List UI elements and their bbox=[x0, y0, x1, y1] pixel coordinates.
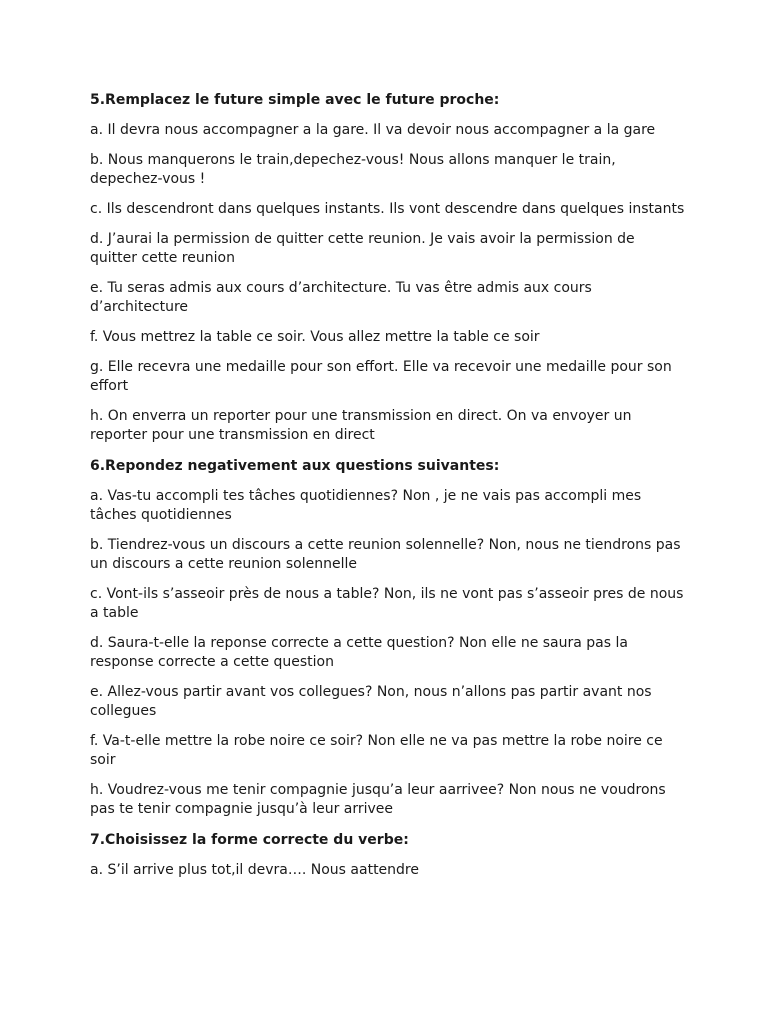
section-5-item-f: f. Vous mettrez la table ce soir. Vous allez mettre la table ce soir bbox=[90, 329, 540, 345]
section-5-item-e: e. Tu seras admis aux cours d’architecture. Tu vas être admis aux cours d’architecture bbox=[90, 280, 592, 315]
section-6-item-c: c. Vont-ils s’asseoir près de nous a table? Non, ils ne vont pas s’asseoir pres de nous a table bbox=[90, 586, 684, 621]
section-5-item-b: b. Nous manquerons le train,depechez-vous! Nous allons manquer le train, depechez-vous ! bbox=[90, 152, 616, 187]
section-5-item-d: d. J’aurai la permission de quitter cette reunion. Je vais avoir la permission de quitter cette reunion bbox=[90, 231, 635, 266]
section-5-item-c: c. Ils descendront dans quelques instants. Ils vont descendre dans quelques instants bbox=[90, 201, 685, 217]
section-6-heading: 6.Repondez negativement aux questions suivantes: bbox=[90, 458, 500, 474]
section-7-heading: 7.Choisissez la forme correcte du verbe: bbox=[90, 832, 409, 848]
section-7-item-a: a. S’il arrive plus tot,il devra…. Nous aattendre bbox=[90, 862, 419, 878]
document-page bbox=[90, 90, 690, 891]
section-6-item-d: d. Saura-t-elle la reponse correcte a cette question? Non elle ne saura pas la response correcte a cette question bbox=[90, 635, 628, 670]
section-5-item-h: h. On enverra un reporter pour une transmission en direct. On va envoyer un reporter pour une transmission en direct bbox=[90, 408, 632, 443]
section-6-item-b: b. Tiendrez-vous un discours a cette reunion solennelle? Non, nous ne tiendrons pas un discours a cette reunion solennelle bbox=[90, 537, 681, 572]
section-5-item-g: g. Elle recevra une medaille pour son effort. Elle va recevoir une medaille pour son effort bbox=[90, 359, 672, 394]
section-6-item-h: h. Voudrez-vous me tenir compagnie jusqu’a leur aarrivee? Non nous ne voudrons pas te tenir compagnie jusqu’à leur arrivee bbox=[90, 782, 666, 817]
section-5-heading: 5.Remplacez le future simple avec le future proche: bbox=[90, 92, 500, 108]
section-6-item-a: a. Vas-tu accompli tes tâches quotidiennes? Non , je ne vais pas accompli mes tâches quotidiennes bbox=[90, 488, 642, 523]
section-6-item-f: f. Va-t-elle mettre la robe noire ce soir? Non elle ne va pas mettre la robe noire ce soir bbox=[90, 733, 663, 768]
section-5-item-a: a. Il devra nous accompagner a la gare. Il va devoir nous accompagner a la gare bbox=[90, 122, 656, 138]
section-6-item-e: e. Allez-vous partir avant vos collegues? Non, nous n’allons pas partir avant nos collegues bbox=[90, 684, 652, 719]
